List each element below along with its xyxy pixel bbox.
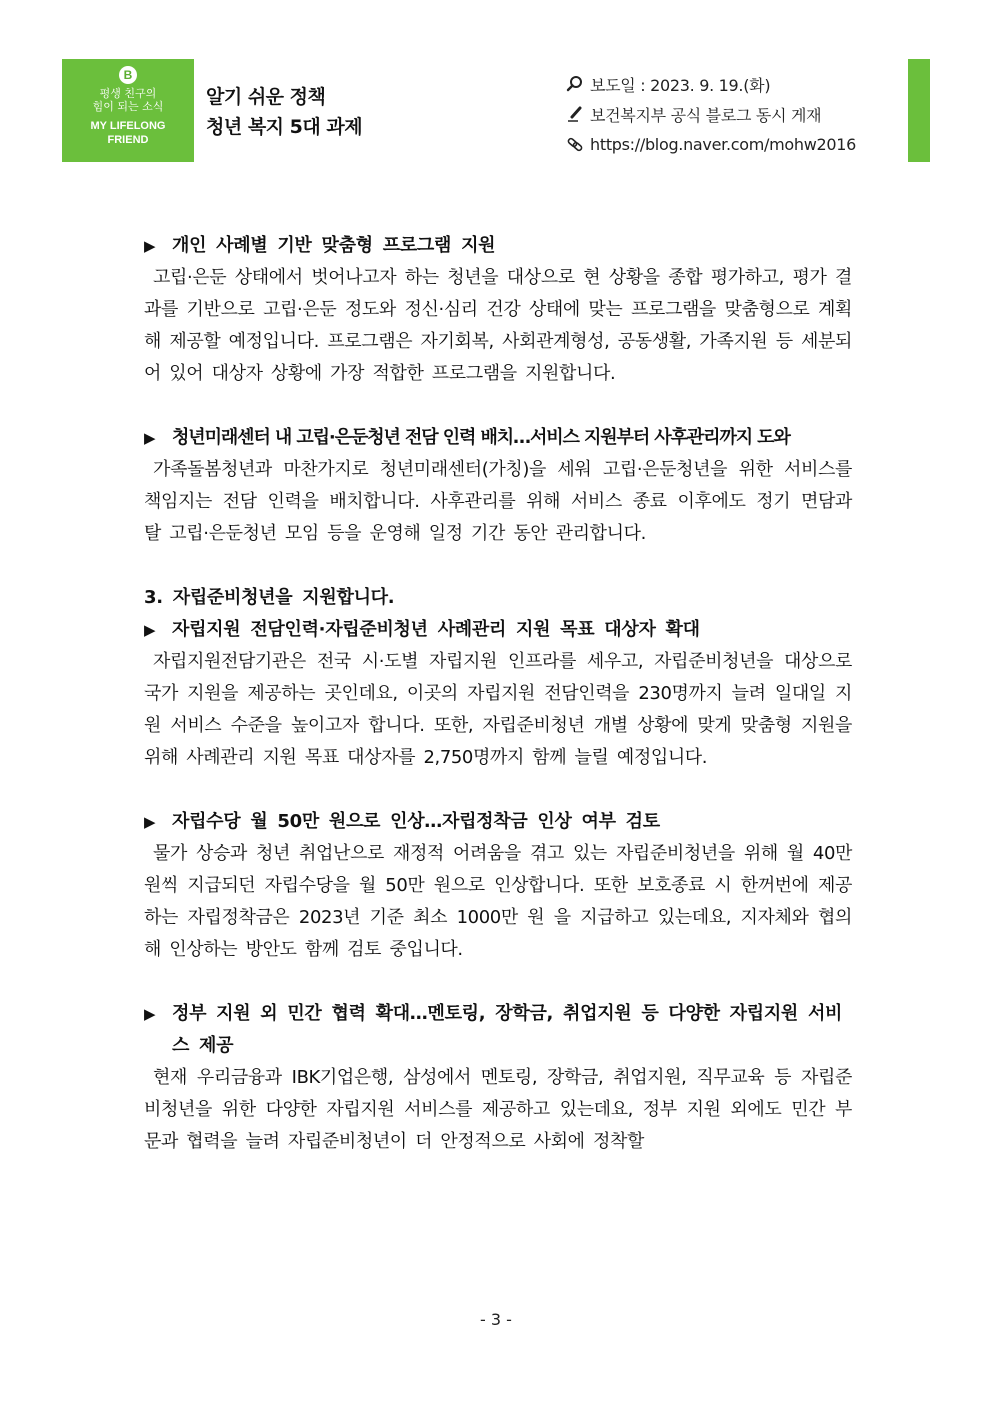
- triangle-bullet-icon: ▶: [144, 1005, 156, 1023]
- logo-letter-badge: B: [119, 66, 137, 84]
- heading-text: 개인 사례별 기반 맞춤형 프로그램 지원: [172, 235, 496, 256]
- section-heading: [144, 230, 852, 262]
- url-row: [566, 129, 856, 159]
- document-body: [144, 230, 852, 1158]
- triangle-bullet-icon: ▶: [144, 237, 156, 255]
- publish-note: 보건복지부 공식 블로그 동시 게재: [590, 105, 822, 125]
- search-icon: [566, 75, 584, 93]
- release-date-row: [566, 69, 856, 99]
- section-heading: [144, 422, 852, 454]
- section-heading: [144, 998, 852, 1062]
- logo-tagline-line1: 평생 친구의: [99, 87, 157, 100]
- triangle-bullet-icon: ▶: [144, 621, 156, 639]
- title-line-1: 알기 쉬운 정책: [206, 86, 326, 108]
- blog-url-link[interactable]: https://blog.naver.com/mohw2016: [590, 134, 857, 154]
- logo-brand-line1: MY LIFELONG: [90, 120, 166, 132]
- publish-row: [566, 99, 856, 129]
- section-heading: [144, 806, 852, 838]
- section-heading: [144, 614, 852, 646]
- paragraph: 고립·은둔 상태에서 벗어나고자 하는 청년을 대상으로 현 상황을 종합 평가하고, 평가 결과를 기반으로 고립·은둔 정도와 정신·심리 건강 상태에 맞는 프로그램을 맞춤형으로 계획해 제공할 예정입니다. 프로그램은 자기회복, 사회관계형성, 공동생활, 가족지원 등 세분되어 있어 대상자 상황에 가장 적합한 프로그램을 지원합니다.: [144, 267, 852, 384]
- paragraph: 가족돌봄청년과 마찬가지로 청년미래센터(가칭)을 세워 고립·은둔청년을 위한 서비스를 책임지는 전담 인력을 배치합니다. 사후관리를 위해 서비스 종료 이후에도 정기 면담과 탈 고립·은둔청년 모임 등을 운영해 일정 기간 동안 관리합니다.: [144, 459, 852, 544]
- logo-tagline-line2: 힘이 되는 소식: [92, 100, 164, 113]
- release-date: 보도일 : 2023. 9. 19.(화): [590, 75, 771, 95]
- paragraph: 물가 상승과 청년 취업난으로 재정적 어려움을 겪고 있는 자립준비청년을 위해 월 40만 원씩 지급되던 자립수당을 월 50만 원으로 인상합니다. 또한 보호종료 시 한꺼번에 제공하는 자립정착금은 2023년 기준 최소 1000만 원 을 지급하고 있는데요, 지자체와 협의해 인상하는 방안도 함께 검토 중입니다.: [144, 843, 852, 960]
- title-line-2: 청년 복지 5대 과제: [206, 116, 363, 138]
- heading-text: 자립지원 전담인력·자립준비청년 사례관리 지원 목표 대상자 확대: [172, 619, 700, 640]
- heading-text: 자립수당 월 50만 원으로 인상…자립정착금 인상 여부 검토: [172, 811, 660, 832]
- link-icon: [566, 135, 584, 153]
- header-meta: [566, 69, 856, 159]
- heading-text: 청년미래센터 내 고립·은둔청년 전담 인력 배치…서비스 지원부터 사후관리까지 도와: [172, 427, 790, 448]
- paragraph: 자립지원전담기관은 전국 시·도별 자립지원 인프라를 세우고, 자립준비청년을 대상으로 국가 지원을 제공하는 곳인데요, 이곳의 자립지원 전담인력을 230명까지 늘려 일대일 지원 서비스 수준을 높이고자 합니다. 또한, 자립준비청년 개별 상황에 맞게 맞춤형 지원을 위해 사례관리 지원 목표 대상자를 2,750명까지 함께 늘릴 예정입니다.: [144, 651, 852, 768]
- page-number: - 3 -: [480, 1310, 512, 1329]
- accent-bar: [908, 59, 930, 162]
- pen-icon: [566, 105, 584, 123]
- triangle-bullet-icon: ▶: [144, 429, 156, 447]
- document-title: [206, 82, 362, 142]
- section-title: 3. 자립준비청년을 지원합니다.: [144, 587, 395, 608]
- brand-logo: [62, 59, 194, 162]
- triangle-bullet-icon: ▶: [144, 813, 156, 831]
- paragraph: 현재 우리금융과 IBK기업은행, 삼성에서 멘토링, 장학금, 취업지원, 직무교육 등 자립준비청년을 위한 다양한 자립지원 서비스를 제공하고 있는데요, 정부 지원 외에도 민간 부문과 협력을 늘려 자립준비청년이 더 안정적으로 사회에 정착할: [144, 1067, 852, 1152]
- logo-brand-line2: FRIEND: [107, 134, 149, 146]
- heading-text: 정부 지원 외 민간 협력 확대…멘토링, 장학금, 취업지원 등 다양한 자립지원 서비스 제공: [172, 1003, 843, 1056]
